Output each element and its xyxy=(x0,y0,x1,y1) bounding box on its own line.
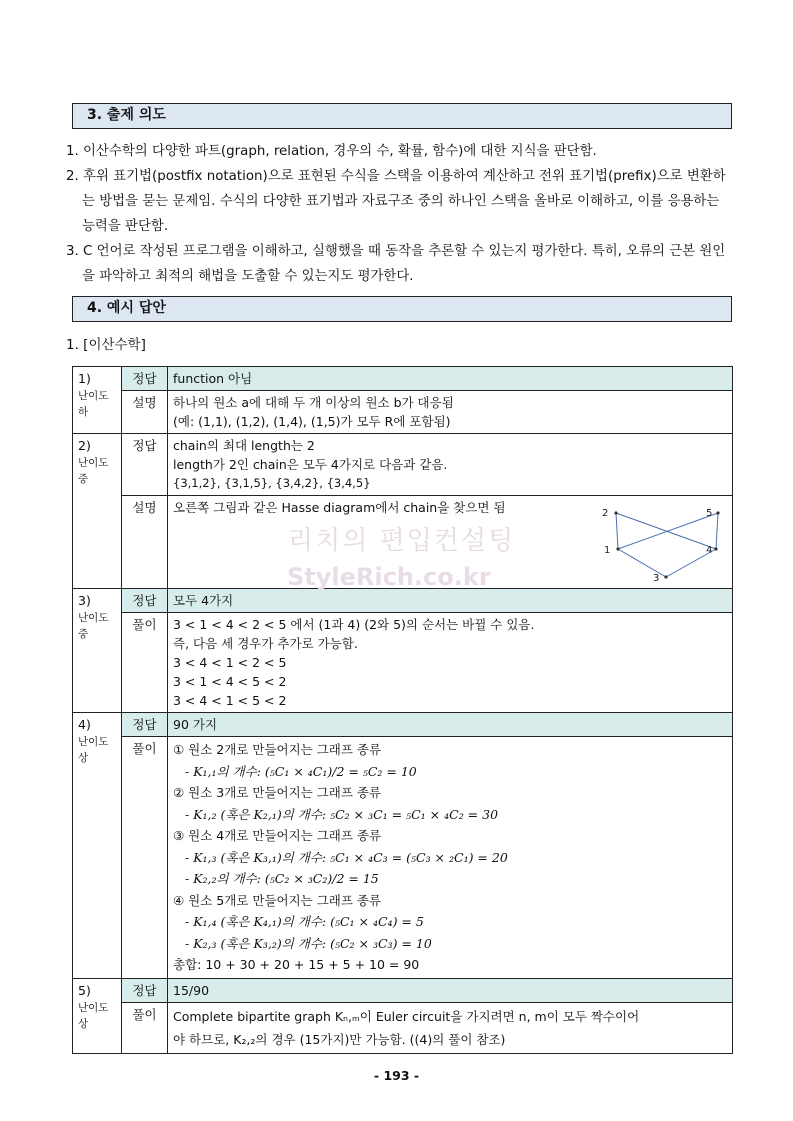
question-number: 2) 난이도 중 xyxy=(73,434,122,589)
explanation-label: 설명 xyxy=(122,496,168,589)
question-number: 5) 난이도 상 xyxy=(73,978,122,1053)
explanation-label: 풀이 xyxy=(122,737,168,979)
intent-item-1: 1. 이산수학의 다양한 파트(graph, relation, 경우의 수, 확률, 함수)에 대한 지식을 판단함. xyxy=(66,144,597,159)
explanation-text: 3 < 1 < 4 < 2 < 5 에서 (1과 4) (2와 5)의 순서는 바뀔 수 있음. 즉, 다음 세 경우가 추가로 가능함. 3 < 4 < 1 < 2 < 5 3 < 1 < 4 < 5 < 2 3 < 4 < 1 < 5 < 2 xyxy=(168,613,733,713)
answer-table xyxy=(72,366,733,1054)
table-row xyxy=(73,737,733,979)
watermark-url: StyleRich.co.kr xyxy=(287,563,491,591)
question-number: 3) 난이도 중 xyxy=(73,589,122,713)
explanation-text: 오른쪽 그림과 같은 Hasse diagram에서 chain을 찾으면 됨 xyxy=(168,496,733,589)
section-3-heading: 3. 출제 의도 xyxy=(72,103,732,129)
hasse-node-label: 1 xyxy=(604,545,611,556)
hasse-node-label: 3 xyxy=(653,573,660,583)
explanation-label: 풀이 xyxy=(122,613,168,713)
table-row xyxy=(73,978,733,1002)
answer-label: 정답 xyxy=(122,978,168,1002)
table-row xyxy=(73,367,733,391)
answer-label: 정답 xyxy=(122,589,168,613)
table-row xyxy=(73,589,733,613)
hasse-node-label: 4 xyxy=(706,545,713,556)
hasse-node-label: 5 xyxy=(706,508,713,519)
table-row xyxy=(73,713,733,737)
answer-value: function 아님 xyxy=(168,367,733,391)
explanation-text: 하나의 원소 a에 대해 두 개 이상의 원소 b가 대응됨 (예: (1,1), (1,2), (1,4), (1,5)가 모두 R에 포함됨) xyxy=(168,391,733,434)
subsection-title: 1. [이산수학] xyxy=(66,337,146,353)
section-3-body xyxy=(66,139,734,289)
table-row xyxy=(73,391,733,434)
explanation-label: 풀이 xyxy=(122,1002,168,1053)
hasse-node-label: 2 xyxy=(602,508,609,519)
watermark-text: 리치의 편입컨설팅 xyxy=(288,526,516,556)
answer-value: 모두 4가지 xyxy=(168,589,733,613)
section-4-heading: 4. 예시 답안 xyxy=(72,296,732,322)
table-row xyxy=(73,613,733,713)
question-number: 4) 난이도 상 xyxy=(73,713,122,979)
table-row xyxy=(73,1002,733,1053)
page-number: - 193 - xyxy=(373,1068,420,1083)
explanation-label: 설명 xyxy=(122,391,168,434)
answer-label: 정답 xyxy=(122,367,168,391)
answer-label: 정답 xyxy=(122,713,168,737)
intent-item-2: 2. 후위 표기법(postfix notation)으로 표현된 수식을 스택을 이용하여 계산하고 전위 표기법(prefix)으로 변환하는 방법을 묻는 문제임. 수식의 다양한 표기법과 자료구조 중의 하나인 스택을 올바로 이해하고, 이를 응용하는 능력을 판단함. xyxy=(66,169,726,234)
explanation-text: ① 원소 2개로 만들어지는 그래프 종류 - K₁,₁의 개수: (₅C₁ × ₄C₁)/2 = ₅C₂ = 10 ② 원소 3개로 만들어지는 그래프 종류 - K₁,₂ (혹은 K₂,₁)의 개수: ₅C₂ × ₃C₁ = ₅C₁ × ₄C₂ = 30 ③ 원소 4개로 만들어지는 그래프 종류 - K₁,₃ (혹은 K₃,₁)의 개수: ₅C₁ × ₄C₃ = (₅C₃ × ₂C₁) = 20 - K₂,₂의 개수: (₅C₂ × ₃C₂)/2 = 15 ④ 원소 5개로 만들어지는 그래프 종류 - K₁,₄ (혹은 K₄,₁)의 개수: (₅C₁ × ₄C₄) = 5 - K₂,₃ (혹은 K₃,₂)의 개수: (₅C₂ × ₃C₃) = 10 총합: 10 + 30 + 20 + 15 + 5 + 10 = 90 xyxy=(168,737,733,979)
hasse-diagram xyxy=(596,503,726,583)
explanation-text: Complete bipartite graph Kₙ,ₘ이 Euler circuit을 가지려면 n, m이 모두 짝수이어 야 하므로, K₂,₂의 경우 (15가지)만 가능함. ((4)의 풀이 참조) xyxy=(168,1002,733,1053)
answer-value: chain의 최대 length는 2 length가 2인 chain은 모두 4가지로 다음과 같음. {3,1,2}, {3,1,5}, {3,4,2}, {3,4,5} xyxy=(168,434,733,496)
table-row xyxy=(73,434,733,496)
question-number: 1) 난이도 하 xyxy=(73,367,122,434)
answer-value: 90 가지 xyxy=(168,713,733,737)
answer-label: 정답 xyxy=(122,434,168,496)
answer-value: 15/90 xyxy=(168,978,733,1002)
intent-item-3: 3. C 언어로 작성된 프로그램을 이해하고, 실행했을 때 동작을 추론할 수 있는지 평가한다. 특히, 오류의 근본 원인을 파악하고 최적의 해법을 도출할 수 있는지도 평가한다. xyxy=(66,244,726,284)
